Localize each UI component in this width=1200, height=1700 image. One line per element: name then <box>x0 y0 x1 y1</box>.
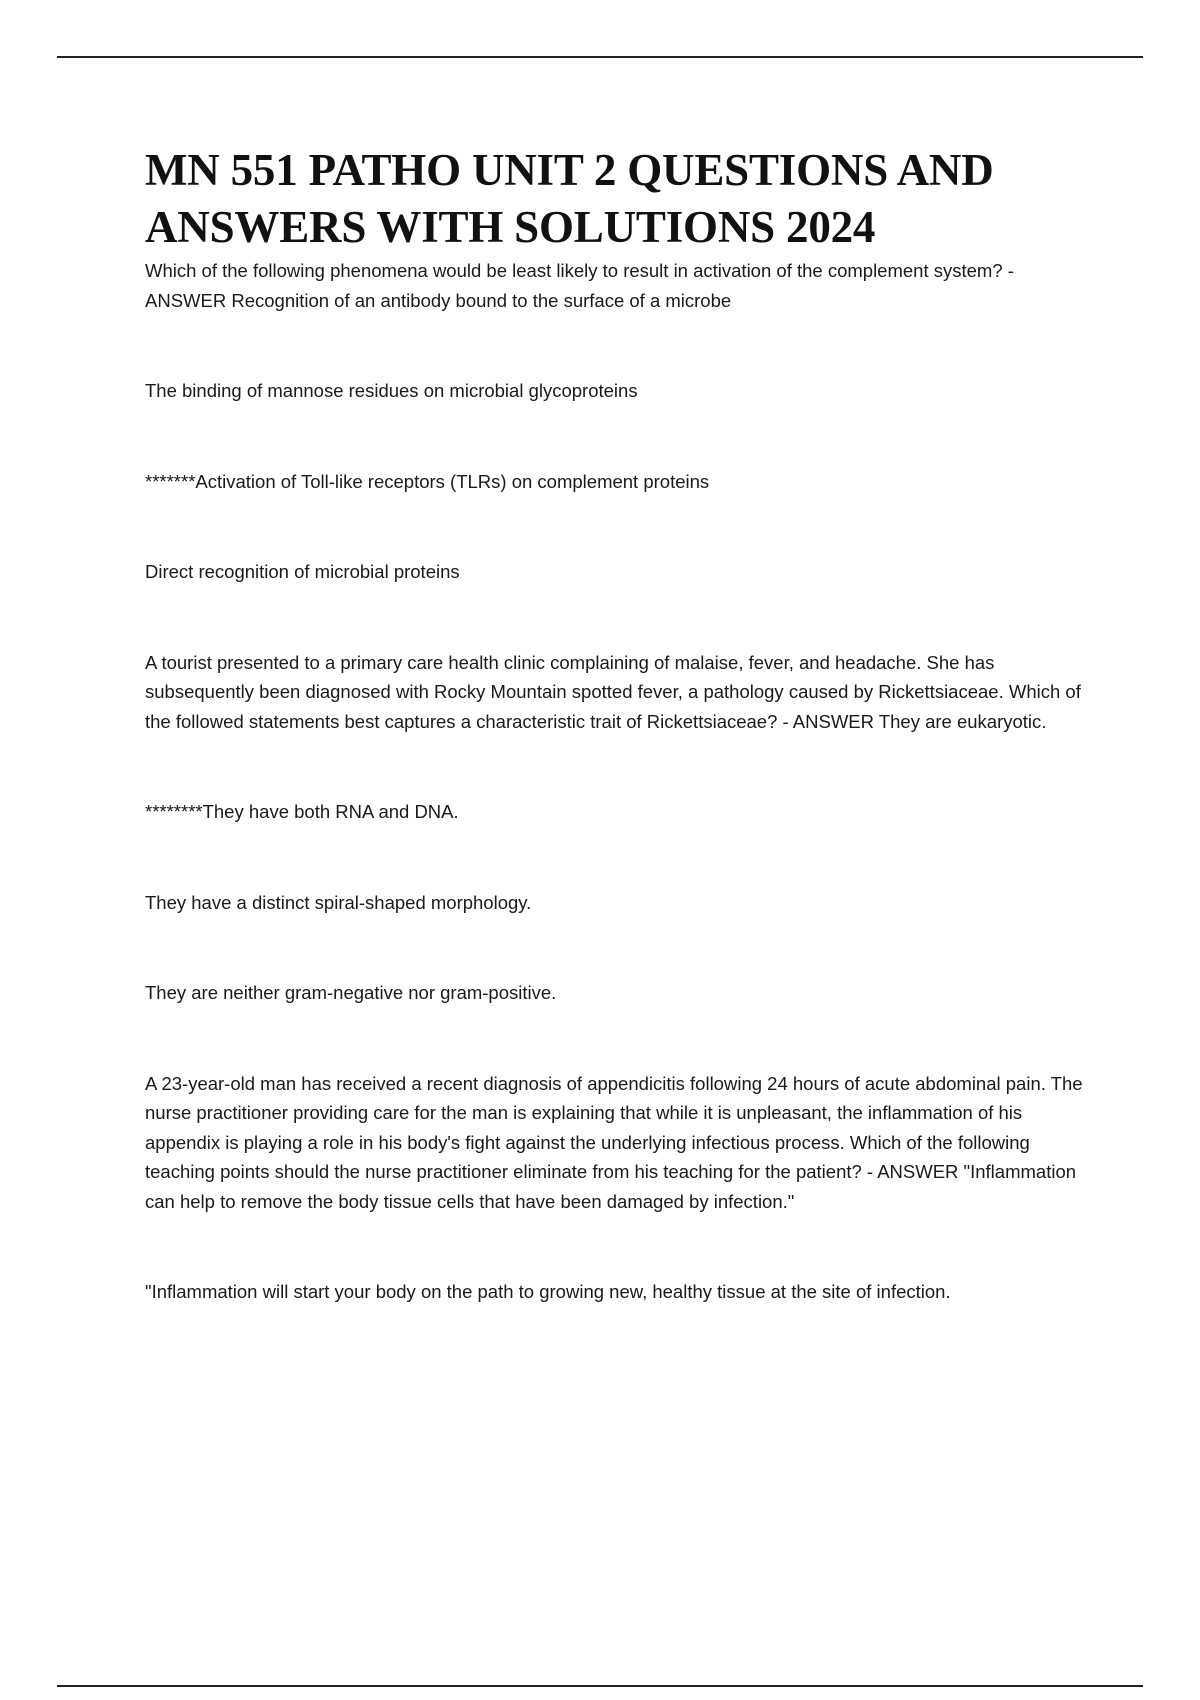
question-3-text: A 23-year-old man has received a recent diagnosis of appendicitis following 24 hours of acute abdominal pain. The nurse practitioner providing care for the man is explaining that while it is unpleasant, the inflammation of his appendix is playing a role in his body's fight against the underlying infectious process. Which of the following teaching points should the nurse practitioner eliminate from his teaching for the patient? - ANSWER "Inflammation can help to remove the body tissue cells that have been damaged by infection." <box>145 1072 1083 1212</box>
top-rule <box>57 56 1143 58</box>
question-2-option-2: They have a distinct spiral-shaped morphology. <box>145 891 532 913</box>
question-1-option-2: *******Activation of Toll-like receptors (TLRs) on complement proteins <box>145 470 710 492</box>
bottom-rule <box>57 1685 1143 1687</box>
document-body <box>145 142 1095 1307</box>
question-1-option-1: The binding of mannose residues on microbial glycoproteins <box>145 380 638 401</box>
document-title: MN 551 PATHO UNIT 2 QUESTIONS AND ANSWERS WITH SOLUTIONS 2024 <box>145 145 994 252</box>
question-2-option-1: ********They have both RNA and DNA. <box>145 801 459 822</box>
question-3-option-1: "Inflammation will start your body on the path to growing new, healthy tissue at the site of infection. <box>145 1281 951 1302</box>
question-1-option-3: Direct recognition of microbial proteins <box>145 561 460 582</box>
question-2-text: A tourist presented to a primary care health clinic complaining of malaise, fever, and headache. She has subsequently been diagnosed with Rocky Mountain spotted fever, a pathology caused by Rickettsiaceae. Which of the followed statements best captures a characteristic trait of Rickettsiaceae? - ANSWER They are eukaryotic. <box>145 651 1081 732</box>
question-1-text: Which of the following phenomena would be least likely to result in activation of the complement system? - ANSWER Recognition of an antibody bound to the surface of a microbe <box>145 260 1014 311</box>
question-2-option-3: They are neither gram-negative nor gram-positive. <box>145 982 557 1003</box>
